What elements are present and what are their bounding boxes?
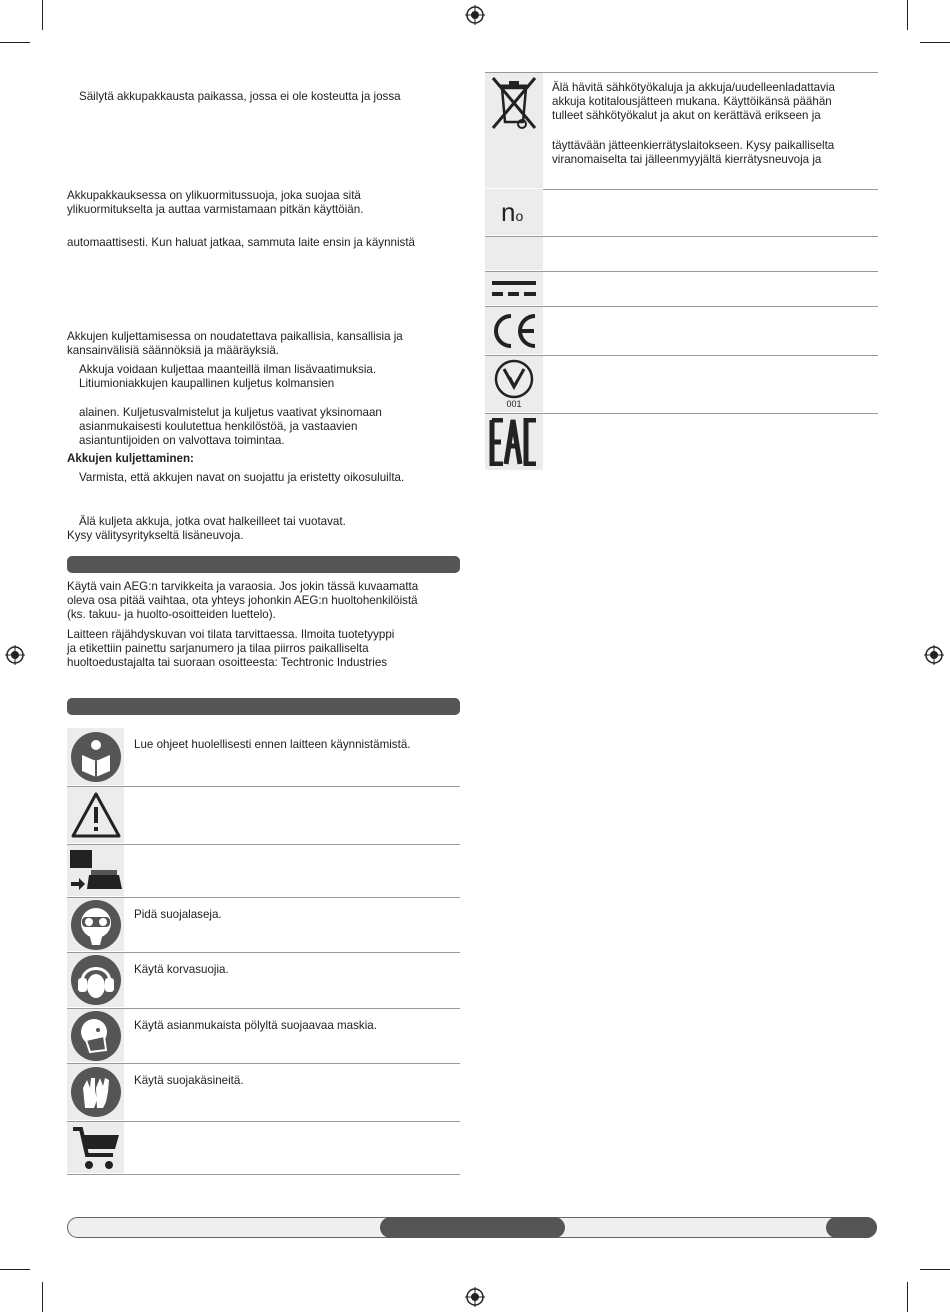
transport-heading: Akkujen kuljettaminen: — [67, 452, 194, 465]
transport-text: asianmukaisesti koulutettua henkilöstöä, ja vastaavien — [79, 420, 358, 433]
maintenance-text: oleva osa pitää vaihtaa, ota yhteys johonkin AEG:n huoltohenkilöistä — [67, 594, 418, 607]
symbol-row-warning — [67, 787, 460, 845]
weee-text: viranomaiselta tai jälleenmyyjältä kierrätysneuvoja ja — [552, 153, 822, 166]
ce-mark-icon — [489, 312, 539, 350]
maintenance-text: Laitteen räjähdyskuvan voi tilata tarvittaessa. Ilmoita tuotetyyppi — [67, 628, 395, 641]
symbol-row-ear — [67, 953, 460, 1009]
dust-mask-icon — [70, 1010, 122, 1062]
symbol-row-dc-current — [485, 272, 878, 307]
section-header-bar — [67, 698, 460, 715]
symbol-row-eac — [485, 414, 878, 471]
symbol-row-ukrsepro — [485, 356, 878, 414]
crop-mark — [920, 42, 950, 43]
symbol-row-accessory — [67, 1122, 460, 1175]
crop-mark — [0, 42, 30, 43]
registration-mark-icon — [5, 645, 25, 665]
shopping-cart-icon — [71, 1125, 121, 1171]
maintenance-text: ja etikettiin painettu sarjanumero ja tilaa piirros paikalliselta — [67, 642, 369, 655]
ear-protection-icon — [70, 954, 122, 1006]
footer-page-tab — [826, 1217, 877, 1238]
symbol-text: Pidä suojalaseja. — [134, 908, 222, 921]
goggles-icon — [70, 899, 122, 951]
symbol-row-goggles — [67, 898, 460, 953]
symbol-text: Käytä suojakäsineitä. — [134, 1074, 244, 1087]
symbol-text: Käytä asianmukaista pölyltä suojaavaa maskia. — [134, 1019, 377, 1032]
weee-crossed-bin-icon — [490, 74, 538, 132]
transport-text: Varmista, että akkujen navat on suojattu ja eristetty oikosuluilta. — [79, 471, 405, 484]
registration-mark-icon — [465, 1287, 485, 1307]
registration-mark-icon — [465, 5, 485, 25]
symbol-row-ce — [485, 307, 878, 356]
weee-text: täyttävään jätteenkierrätyslaitokseen. Kysy paikalliselta — [552, 139, 835, 152]
maintenance-text: (ks. takuu- ja huolto-osoitteiden luettelo). — [67, 608, 276, 621]
transport-text: kansainvälisiä säännöksiä ja määräyksiä. — [67, 344, 280, 357]
transport-text: Älä kuljeta akkuja, jotka ovat halkeilleet tai vuotavat. — [79, 515, 346, 528]
crop-mark — [42, 0, 43, 30]
ukrsepro-code: 001 — [506, 399, 522, 409]
footer-language-tab — [380, 1217, 565, 1238]
crop-mark — [920, 1269, 950, 1270]
symbol-row-empty — [485, 237, 878, 272]
overload-text: automaattisesti. Kun haluat jatkaa, sammuta laite ensin ja käynnistä — [67, 236, 416, 249]
overload-text: Akkupakkauksessa on ylikuormitussuoja, joka suojaa sitä — [67, 189, 361, 202]
warning-triangle-icon — [71, 792, 121, 838]
weee-text: Älä hävitä sähkötyökaluja ja akkuja/uudelleenladattavia — [552, 81, 835, 94]
crop-mark — [907, 0, 908, 30]
maintenance-text: huoltoedustajalta tai suoraan osoitteesta: Techtronic Industries — [67, 656, 388, 669]
gloves-icon — [70, 1066, 122, 1118]
symbol-row-gloves — [67, 1064, 460, 1122]
maintenance-text: Käytä vain AEG:n tarvikkeita ja varaosia. Jos jokin tässä kuvaamatta — [67, 580, 419, 593]
direct-current-icon — [490, 278, 538, 300]
transport-text: Kysy välitysyritykseltä lisäneuvoja. — [67, 529, 244, 542]
transport-text: Akkuja voidaan kuljettaa maanteillä ilman lisävaatimuksia. — [79, 363, 377, 376]
crop-mark — [907, 1282, 908, 1312]
storage-text: Säilytä akkupakkausta paikassa, jossa ei ole kosteutta ja jossa — [79, 90, 401, 103]
symbol-row-weee — [485, 72, 878, 190]
symbol-text: Käytä korvasuojia. — [134, 963, 229, 976]
transport-text: Litiumioniakkujen kaupallinen kuljetus kolmansien — [79, 377, 335, 390]
symbol-row-battery-removal — [67, 845, 460, 898]
battery-removal-icon — [69, 849, 123, 893]
symbol-row-mask — [67, 1009, 460, 1064]
no-load-speed-symbol: no — [501, 197, 524, 227]
section-header-bar — [67, 556, 460, 573]
transport-text: alainen. Kuljetusvalmistelut ja kuljetus vaativat yksinomaan — [79, 406, 382, 419]
registration-mark-icon — [924, 645, 944, 665]
overload-text: ylikuormitukselta ja auttaa varmistamaan pitkän käyttöiän. — [67, 203, 364, 216]
crop-mark — [42, 1282, 43, 1312]
eac-mark-icon — [489, 418, 539, 466]
crop-mark — [0, 1269, 30, 1270]
symbol-row-no-load-speed — [485, 189, 878, 237]
symbol-row-read-manual — [67, 728, 460, 787]
transport-text: asiantuntijoiden on valvottava toimintaa. — [79, 434, 285, 447]
transport-text: Akkujen kuljettamisessa on noudatettava paikallisia, kansallisia ja — [67, 330, 403, 343]
read-manual-icon — [70, 731, 122, 783]
symbol-text: Lue ohjeet huolellisesti ennen laitteen käynnistämistä. — [134, 738, 411, 751]
weee-text: tulleet sähkötyökalut ja akut on kerättävä erikseen ja — [552, 109, 821, 122]
weee-text: akkuja kotitalousjätteen mukana. Käyttöikänsä päähän — [552, 95, 832, 108]
